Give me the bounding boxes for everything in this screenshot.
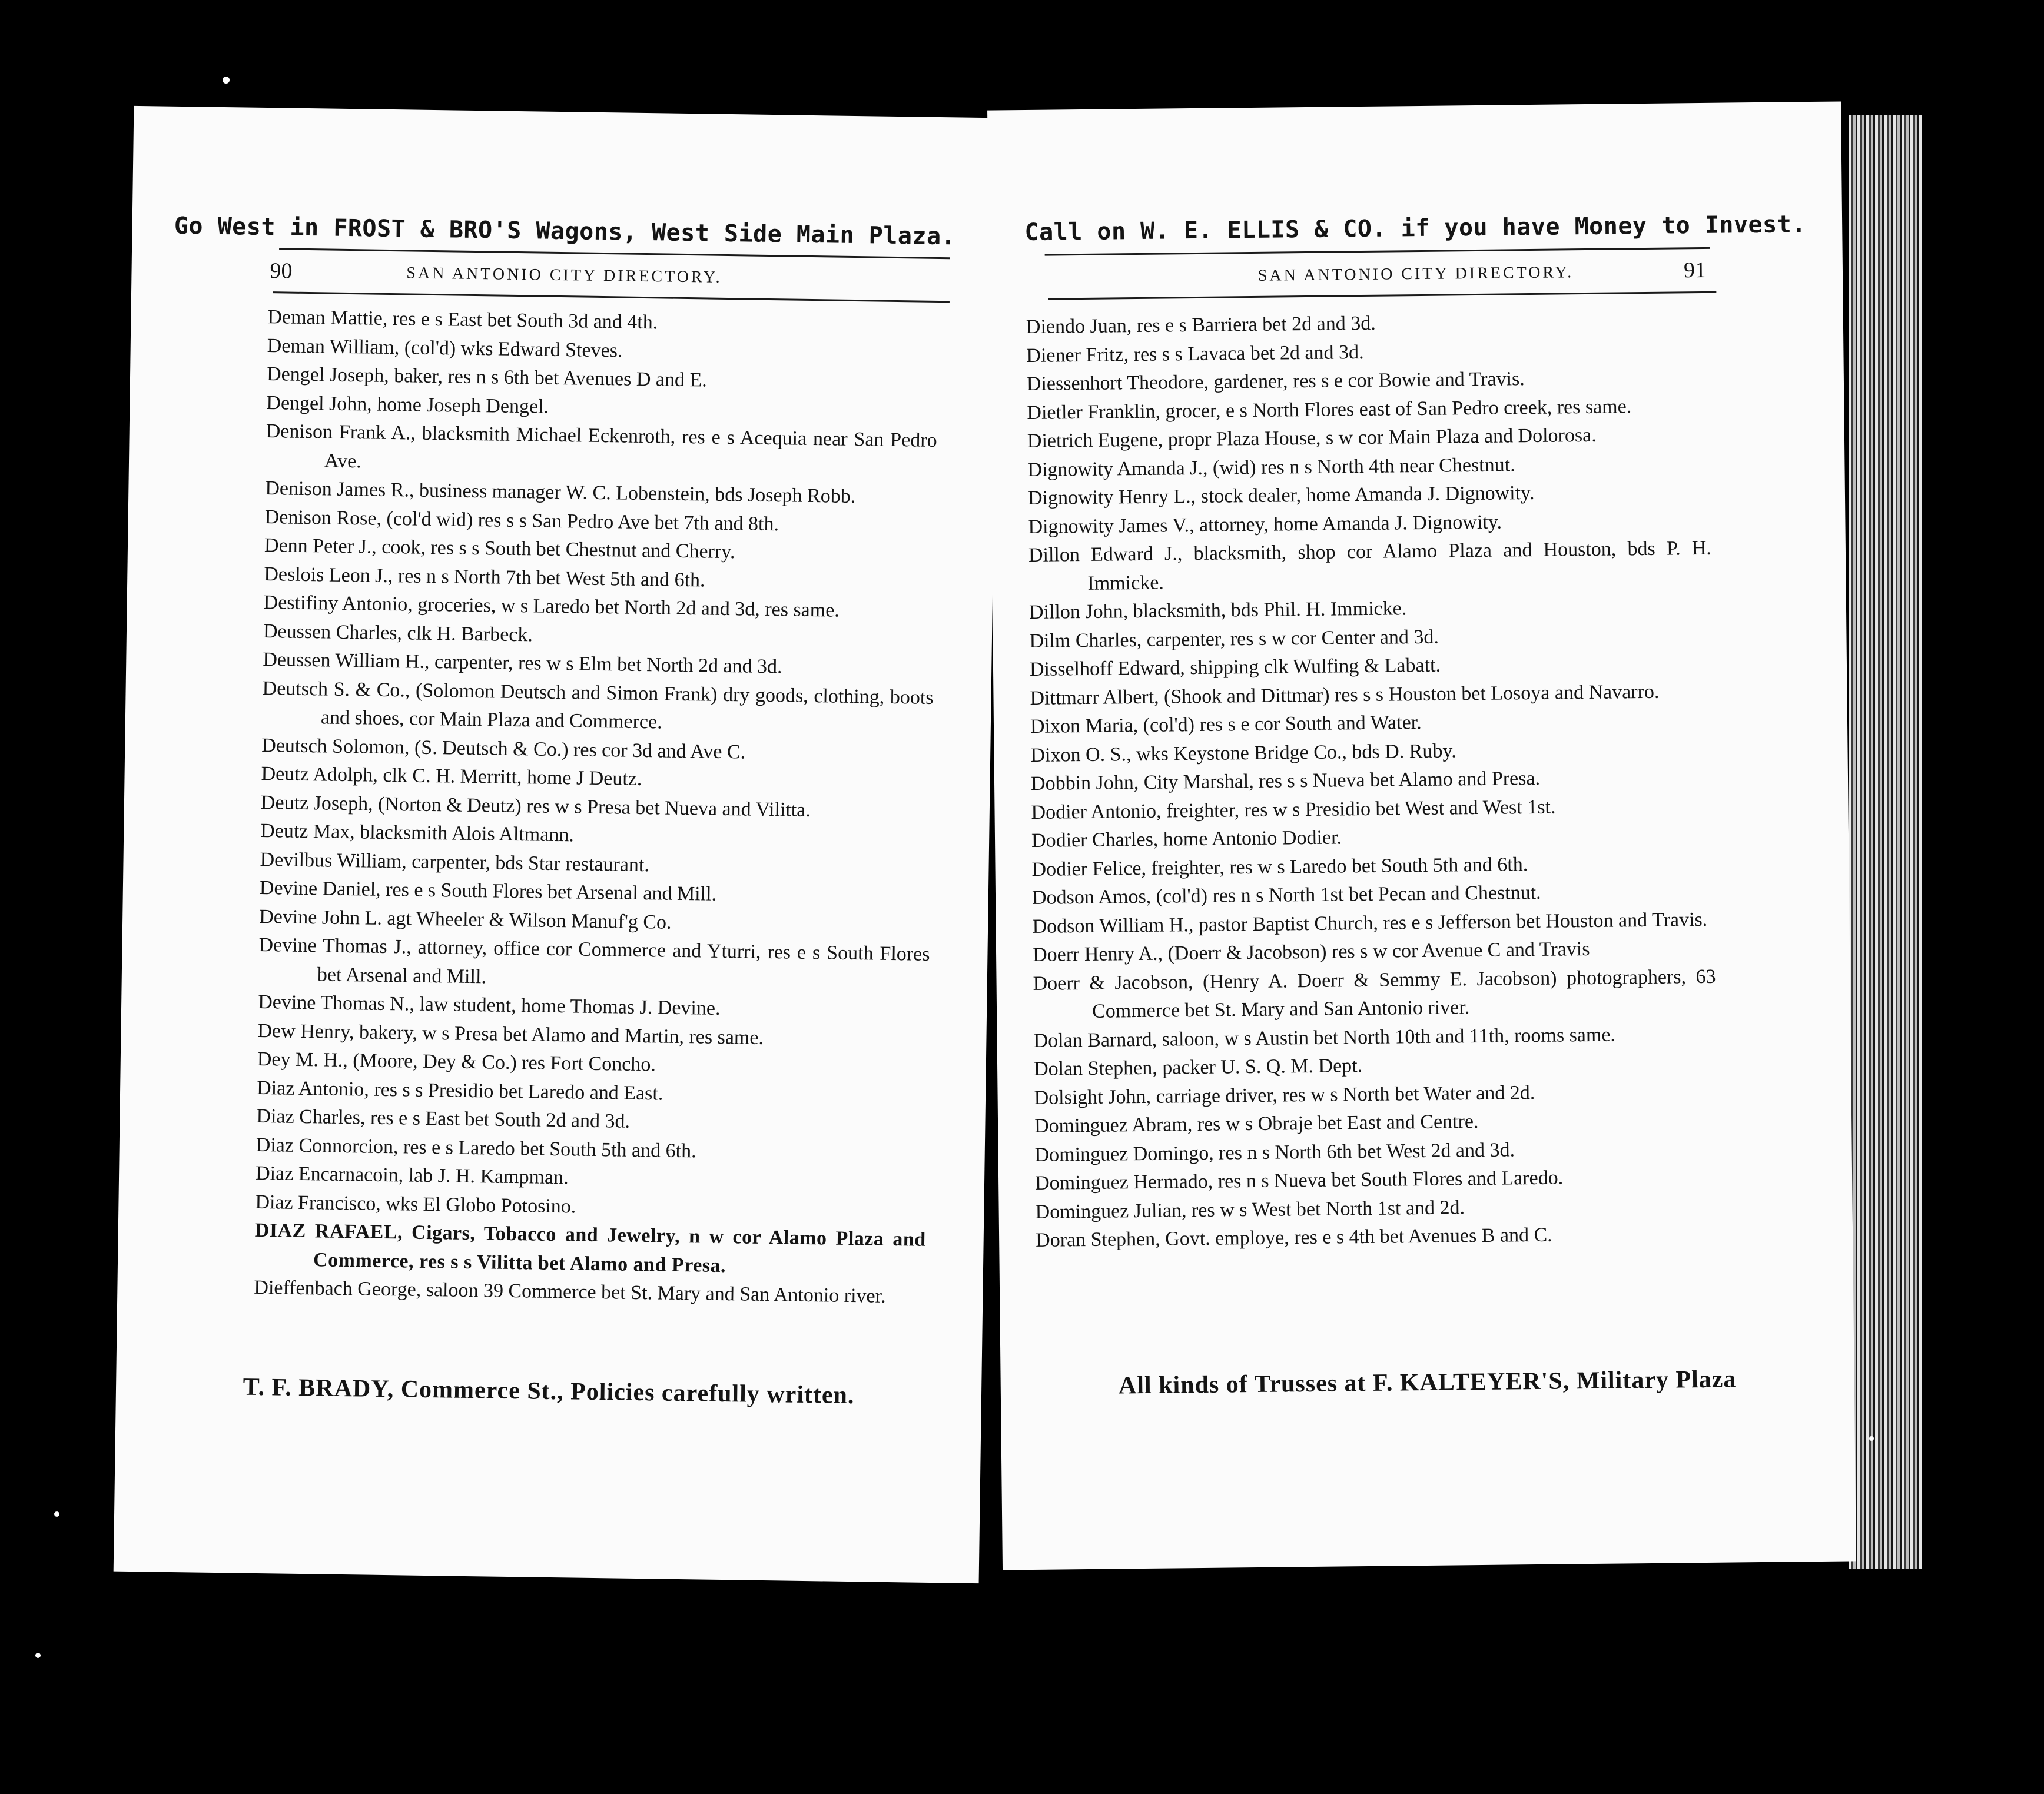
directory-entry: Dixon O. S., wks Keystone Bridge Co., bds D. Ruby. [1030, 739, 1456, 766]
directory-entry: Dominguez Abram, res w s Obraje bet East and Centre. [1034, 1111, 1479, 1137]
directory-entry: Diaz Charles, res e s East bet South 2d and 3d. [256, 1105, 631, 1132]
directory-entry: Devine Thomas N., law student, home Thomas J. Devine. [257, 991, 721, 1019]
directory-entry: Dignowity Henry L., stock dealer, home Amanda J. Dignowity. [1027, 481, 1535, 509]
directory-entry: Dominguez Hermado, res n s Nueva bet South Flores and Laredo. [1034, 1167, 1564, 1194]
directory-entry: Deutz Max, blacksmith Alois Altmann. [260, 819, 575, 846]
directory-entry: Denison Rose, (col'd wid) res s s San Pedro Ave bet 7th and 8th. [264, 506, 779, 535]
directory-entry: Dilm Charles, carpenter, res s w cor Center and 3d. [1029, 626, 1439, 652]
directory-entry: Devine Thomas J., attorney, office cor Commerce and Yturri, res e s South Flores bet Arsenal and Mill. [258, 933, 930, 988]
right-page [987, 101, 1856, 1570]
directory-entry: Dew Henry, bakery, w s Presa bet Alamo and Martin, res same. [257, 1019, 764, 1049]
speck [54, 1511, 59, 1517]
directory-entry: Diendo Juan, res e s Barriera bet 2d and 3d. [1026, 312, 1376, 338]
directory-entry: Dietler Franklin, grocer, e s North Flores east of San Pedro creek, res same. [1027, 395, 1632, 424]
directory-entry: Dengel Joseph, baker, res n s 6th bet Avenues D and E. [266, 363, 708, 391]
directory-entry: Diaz Connorcion, res e s Laredo bet South 5th and 6th. [256, 1134, 696, 1162]
directory-entry: Deutsch Solomon, (S. Deutsch & Co.) res cor 3d and Ave C. [261, 734, 746, 763]
directory-entry: Deutz Joseph, (Norton & Deutz) res w s Presa bet Nueva and Vilitta. [260, 791, 811, 821]
directory-entry: Diaz Francisco, wks El Globo Potosino. [255, 1191, 576, 1218]
directory-entry: Deman Mattie, res e s East bet South 3d and 4th. [267, 306, 658, 334]
directory-entry: Dengel John, home Joseph Dengel. [266, 391, 549, 418]
directory-entry: Dodier Charles, home Antonio Dodier. [1031, 826, 1342, 852]
directory-entry: Dignowity Amanda J., (wid) res n s North 4th near Chestnut. [1027, 453, 1515, 481]
directory-entry: Deutsch S. & Co., (Solomon Deutsch and Simon Frank) dry goods, clothing, boots and shoes, cor Main Plaza and Commerce. [262, 677, 934, 733]
directory-entry: Deussen William H., carpenter, res w s Elm bet North 2d and 3d. [263, 649, 782, 678]
directory-entry: Dey M. H., (Moore, Dey & Co.) res Fort Concho. [257, 1048, 656, 1076]
directory-entry: Dominguez Julian, res w s West bet North 1st and 2d. [1035, 1196, 1465, 1223]
directory-entry: Disselhoff Edward, shipping clk Wulfing & Labatt. [1029, 654, 1441, 680]
bottom-advertisement: All kinds of Trusses at F. KALTEYER'S, Military Plaza [1118, 1366, 1737, 1400]
left-page [114, 106, 1000, 1583]
directory-entry: Dietrich Eugene, propr Plaza House, s w cor Main Plaza and Dolorosa. [1027, 424, 1597, 452]
directory-entry: Deussen Charles, clk H. Barbeck. [263, 620, 533, 646]
directory-entry: Dittmarr Albert, (Shook and Dittmar) res s s Houston bet Losoya and Navarro. [1030, 680, 1660, 709]
speck [223, 77, 230, 84]
directory-entry: Destifiny Antonio, groceries, w s Laredo bet North 2d and 3d, res same. [263, 592, 840, 622]
directory-entry: Dodier Antonio, freighter, res w s Presidio bet West and West 1st. [1031, 796, 1556, 823]
header-rule [1045, 247, 1710, 256]
book-page-edges [1849, 115, 1922, 1569]
bottom-advertisement: T. F. BRADY, Commerce St., Policies carefully written. [243, 1373, 855, 1410]
directory-entry: Doerr Henry A., (Doerr & Jacobson) res s w cor Avenue C and Travis [1032, 938, 1590, 966]
directory-entry: Dodson William H., pastor Baptist Church, res e s Jefferson bet Houston and Travis. [1032, 908, 1708, 938]
directory-entry: Dillon John, blacksmith, bds Phil. H. Immicke. [1028, 597, 1407, 623]
directory-entry: Diaz Antonio, res s s Presidio bet Laredo and East. [256, 1077, 663, 1105]
directory-entry: Deslois Leon J., res n s North 7th bet West 5th and 6th. [264, 563, 705, 591]
directory-entry: Dignowity James V., attorney, home Amanda J. Dignowity. [1028, 511, 1502, 538]
directory-entry: Doerr & Jacobson, (Henry A. Doerr & Semmy E. Jacobson) photographers, 63 Commerce bet St. Mary and San Antonio river. [1033, 965, 1716, 1022]
header-rule [1048, 291, 1716, 300]
directory-entry: DIAZ RAFAEL, Cigars, Tobacco and Jewelry, n w cor Alamo Plaza and Commerce, res s s Vilitta bet Alamo and Presa. [254, 1219, 926, 1277]
directory-entry: Denison James R., business manager W. C. Lobenstein, bds Joseph Robb. [265, 477, 856, 508]
directory-entry: Dobbin John, City Marshal, res s s Nueva bet Alamo and Presa. [1030, 767, 1541, 795]
header-rule [273, 291, 950, 303]
directory-entry: Diaz Encarnacoin, lab J. H. Kampman. [255, 1162, 569, 1189]
directory-entry: Devine Daniel, res e s South Flores bet Arsenal and Mill. [259, 876, 717, 905]
directory-entry: Dieffenbach George, saloon 39 Commerce bet St. Mary and San Antonio river. [254, 1276, 886, 1307]
page-number: 90 [270, 258, 293, 284]
directory-entry: Diener Fritz, res s s Lavaca bet 2d and 3d. [1026, 341, 1364, 367]
directory-entry: Dolan Stephen, packer U. S. Q. M. Dept. [1033, 1055, 1363, 1080]
directory-entry: Devilbus William, carpenter, bds Star restaurant. [260, 848, 650, 876]
page-number: 91 [1683, 257, 1707, 283]
directory-entry: Dodson Amos, (col'd) res n s North 1st bet Pecan and Chestnut. [1031, 881, 1541, 909]
directory-entry: Dillon Edward J., blacksmith, shop cor Alamo Plaza and Houston, bds P. H. Immicke. [1028, 537, 1712, 594]
speck [35, 1653, 41, 1658]
directory-entries [1026, 306, 1719, 1255]
directory-entry: Dodier Felice, freighter, res w s Laredo bet South 5th and 6th. [1031, 853, 1528, 881]
directory-entry: Doran Stephen, Govt. employe, res e s 4th bet Avenues B and C. [1035, 1224, 1552, 1251]
directory-entry: Diessenhort Theodore, gardener, res s e cor Bowie and Travis. [1026, 368, 1525, 395]
running-head: SAN ANTONIO CITY DIRECTORY. [406, 264, 722, 287]
top-advertisement: Go West in FROST & BRO'S Wagons, West Side Main Plaza. [174, 212, 956, 251]
directory-entry: Denn Peter J., cook, res s s South bet Chestnut and Cherry. [264, 534, 735, 563]
directory-entry: Dominguez Domingo, res n s North 6th bet West 2d and 3d. [1034, 1138, 1515, 1166]
directory-entry: Dolan Barnard, saloon, w s Austin bet North 10th and 11th, rooms same. [1033, 1024, 1616, 1052]
directory-entry: Devine John L. agt Wheeler & Wilson Manuf'g Co. [258, 905, 672, 933]
directory-entry: Deman William, (col'd) wks Edward Steves. [267, 334, 623, 361]
header-rule [279, 248, 950, 259]
directory-entry: Deutz Adolph, clk C. H. Merritt, home J Deutz. [261, 762, 642, 790]
directory-entry: Dixon Maria, (col'd) res s e cor South and Water. [1030, 711, 1422, 737]
directory-entry: Dolsight John, carriage driver, res w s North bet Water and 2d. [1034, 1081, 1535, 1109]
directory-entry: Denison Frank A., blacksmith Michael Eckenroth, res e s Acequia near San Pedro Ave. [266, 420, 937, 472]
speck [1869, 1436, 1874, 1441]
running-head: SAN ANTONIO CITY DIRECTORY. [1257, 263, 1574, 285]
directory-entries [254, 303, 939, 1311]
top-advertisement: Call on W. E. ELLIS & CO. if you have Money to Invest. [1024, 211, 1807, 247]
